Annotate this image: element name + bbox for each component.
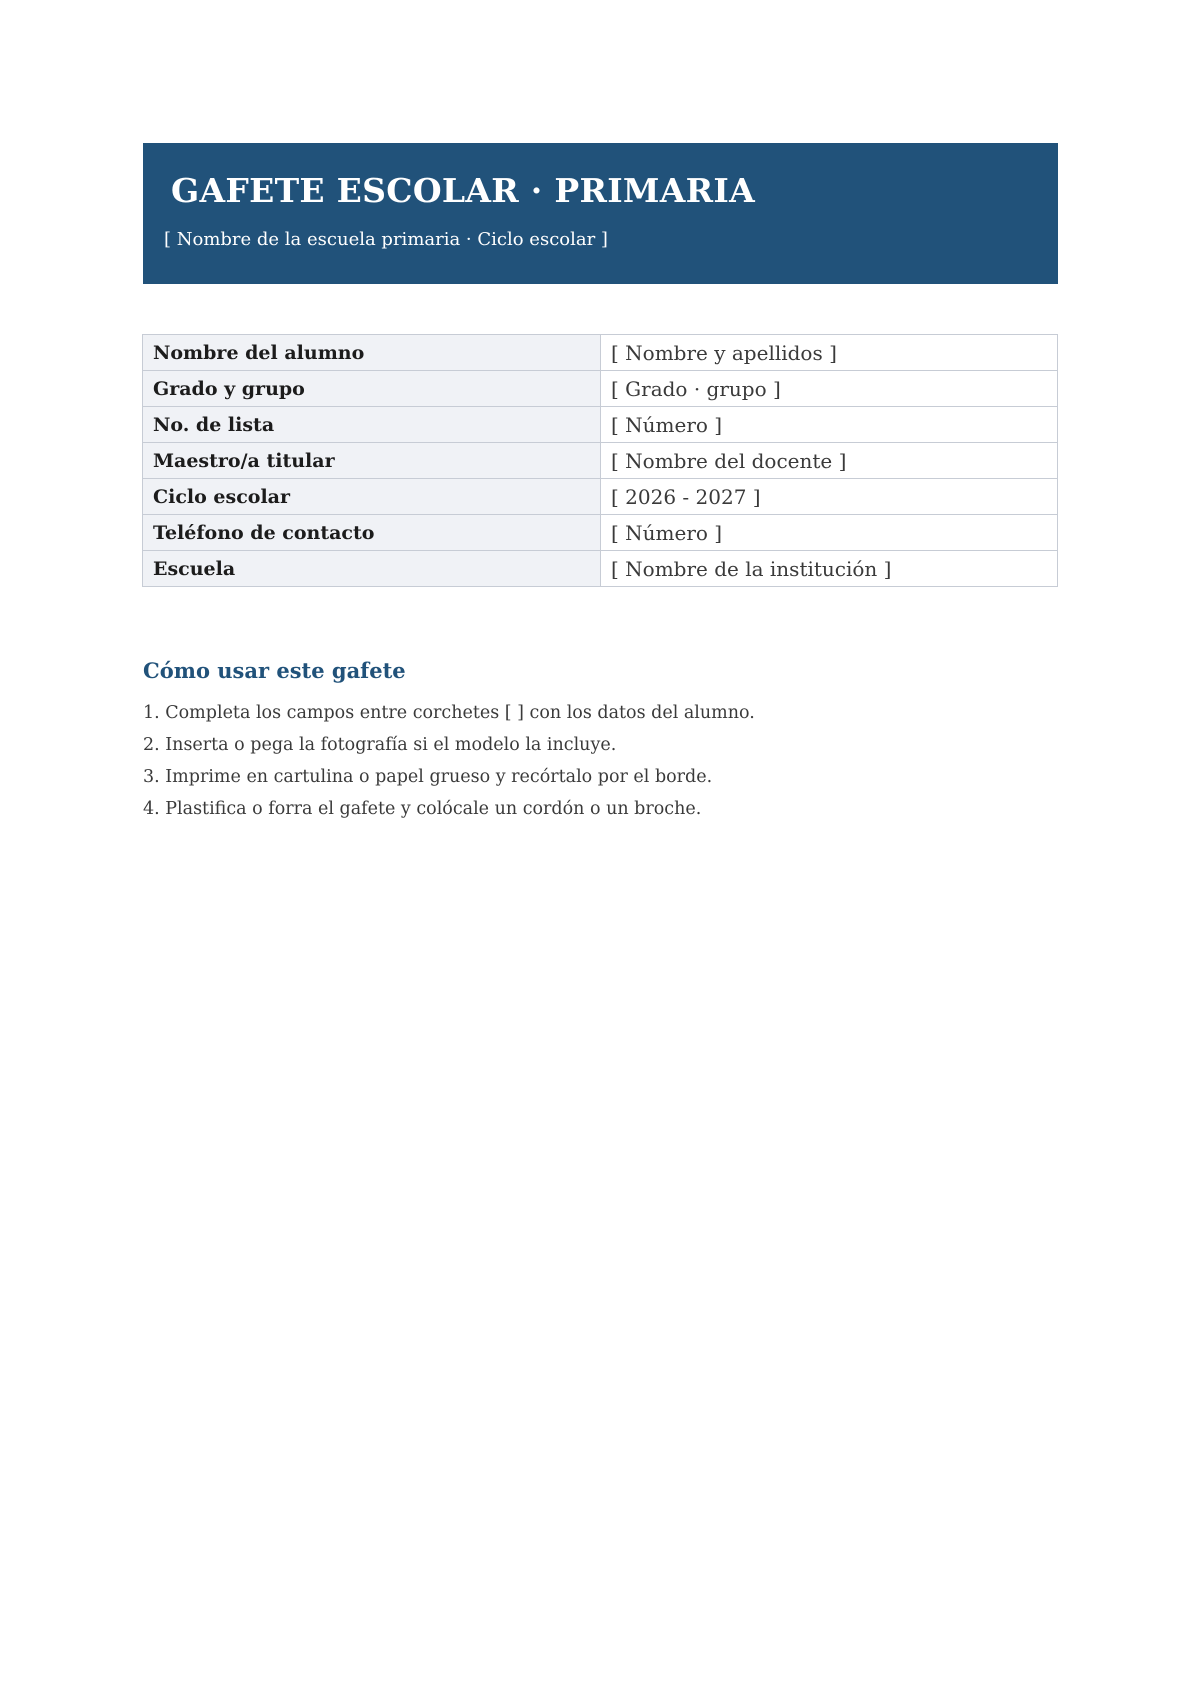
table-row [143,479,1058,515]
field-value[interactable]: [ Número ] [601,515,1058,551]
field-label: Teléfono de contacto [143,515,601,551]
field-value[interactable]: [ Nombre de la institución ] [601,551,1058,587]
student-info-table [142,334,1058,587]
table-row [143,371,1058,407]
field-value[interactable]: [ Nombre del docente ] [601,443,1058,479]
page-title: GAFETE ESCOLAR · PRIMARIA [171,171,756,210]
field-label: Maestro/a titular [143,443,601,479]
table-row [143,515,1058,551]
list-item: 2. Inserta o pega la fotografía si el modelo la incluye. [143,735,617,755]
instructions-heading: Cómo usar este gafete [143,658,406,683]
field-label: No. de lista [143,407,601,443]
list-item: 1. Completa los campos entre corchetes [ ] con los datos del alumno. [143,703,755,723]
badge-header [143,143,1058,284]
list-item: 4. Plastifica o forra el gafete y colócale un cordón o un broche. [143,799,702,819]
field-label: Nombre del alumno [143,335,601,371]
table-row [143,551,1058,587]
table-row [143,407,1058,443]
field-label: Grado y grupo [143,371,601,407]
instructions-list [143,697,755,825]
field-value[interactable]: [ Número ] [601,407,1058,443]
field-value[interactable]: [ Nombre y apellidos ] [601,335,1058,371]
field-label: Escuela [143,551,601,587]
field-label: Ciclo escolar [143,479,601,515]
field-value[interactable]: [ 2026 - 2027 ] [601,479,1058,515]
header-subtitle: [ Nombre de la escuela primaria · Ciclo escolar ] [164,229,608,250]
table-row [143,335,1058,371]
field-value[interactable]: [ Grado · grupo ] [601,371,1058,407]
list-item: 3. Imprime en cartulina o papel grueso y recórtalo por el borde. [143,767,713,787]
table-row [143,443,1058,479]
